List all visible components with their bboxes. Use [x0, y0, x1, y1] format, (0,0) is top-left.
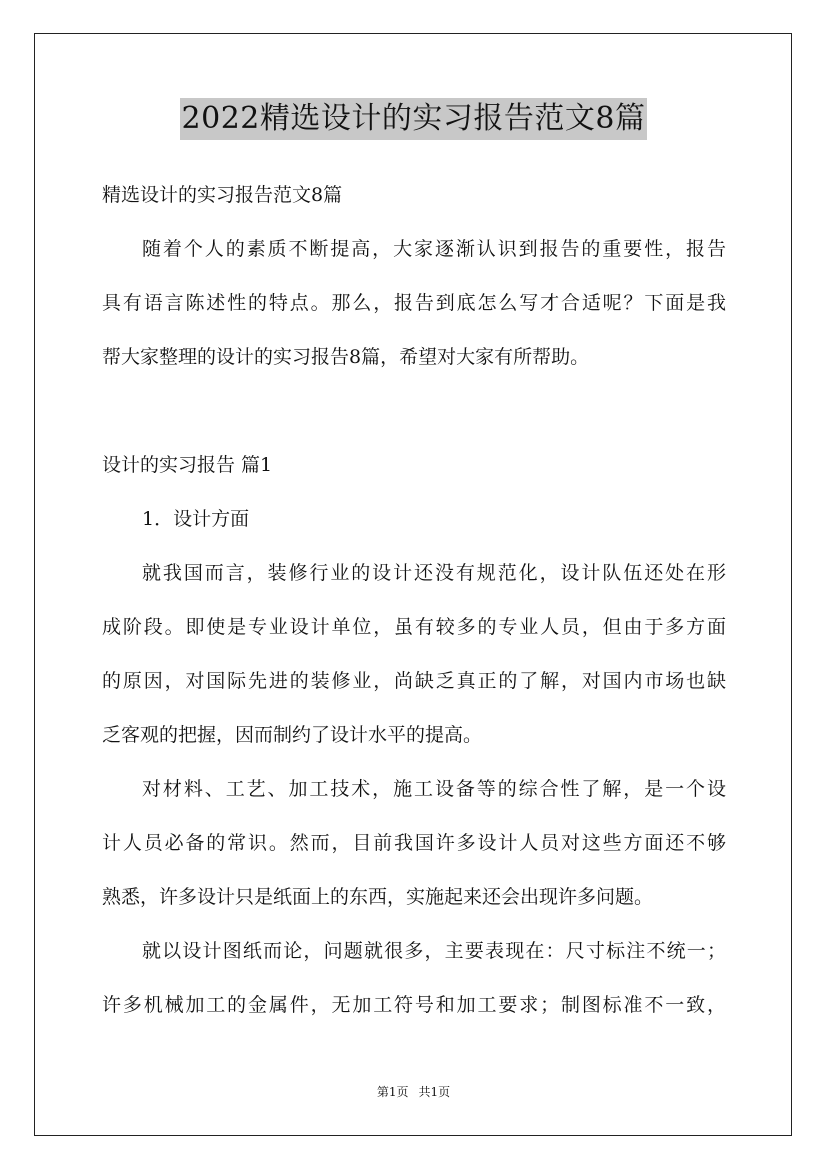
paragraph1-line-2: 成阶段。即使是专业设计单位，虽有较多的专业人员，但由于多方面 — [102, 616, 726, 638]
paragraph3-line-2: 许多机械加工的金属件，无加工符号和加工要求；制图标准不一致， — [102, 994, 726, 1016]
paragraph1-line-4: 乏客观的把握，因而制约了设计水平的提高。 — [102, 724, 483, 746]
intro-line-3: 帮大家整理的设计的实习报告8篇，希望对大家有所帮助。 — [102, 346, 590, 368]
intro-line-1: 随着个人的素质不断提高，大家逐渐认识到报告的重要性，报告 — [142, 238, 726, 260]
subheading-design: 1．设计方面 — [142, 508, 250, 530]
paragraph2-line-2: 计人员必备的常识。然而，目前我国许多设计人员对这些方面还不够 — [102, 832, 726, 854]
section-heading: 设计的实习报告 篇1 — [102, 454, 273, 476]
page-footer — [0, 1084, 827, 1100]
intro-line-2: 具有语言陈述性的特点。那么，报告到底怎么写才合适呢？下面是我 — [102, 292, 726, 314]
document-subtitle: 精选设计的实习报告范文8篇 — [102, 184, 343, 206]
page-number: 第1页 — [376, 1085, 409, 1099]
paragraph2-line-1: 对材料、工艺、加工技术，施工设备等的综合性了解，是一个设 — [142, 778, 726, 800]
page-total: 共1页 — [418, 1085, 451, 1099]
document-title: 2022精选设计的实习报告范文8篇 — [180, 98, 648, 140]
title-container — [0, 98, 827, 140]
paragraph3-line-1: 就以设计图纸而论，问题就很多，主要表现在：尺寸标注不统一； — [142, 940, 726, 962]
paragraph2-line-3: 熟悉，许多设计只是纸面上的东西，实施起来还会出现许多问题。 — [102, 886, 654, 908]
paragraph1-line-3: 的原因，对国际先进的装修业，尚缺乏真正的了解，对国内市场也缺 — [102, 670, 726, 692]
paragraph1-line-1: 就我国而言，装修行业的设计还没有规范化，设计队伍还处在形 — [142, 562, 726, 584]
